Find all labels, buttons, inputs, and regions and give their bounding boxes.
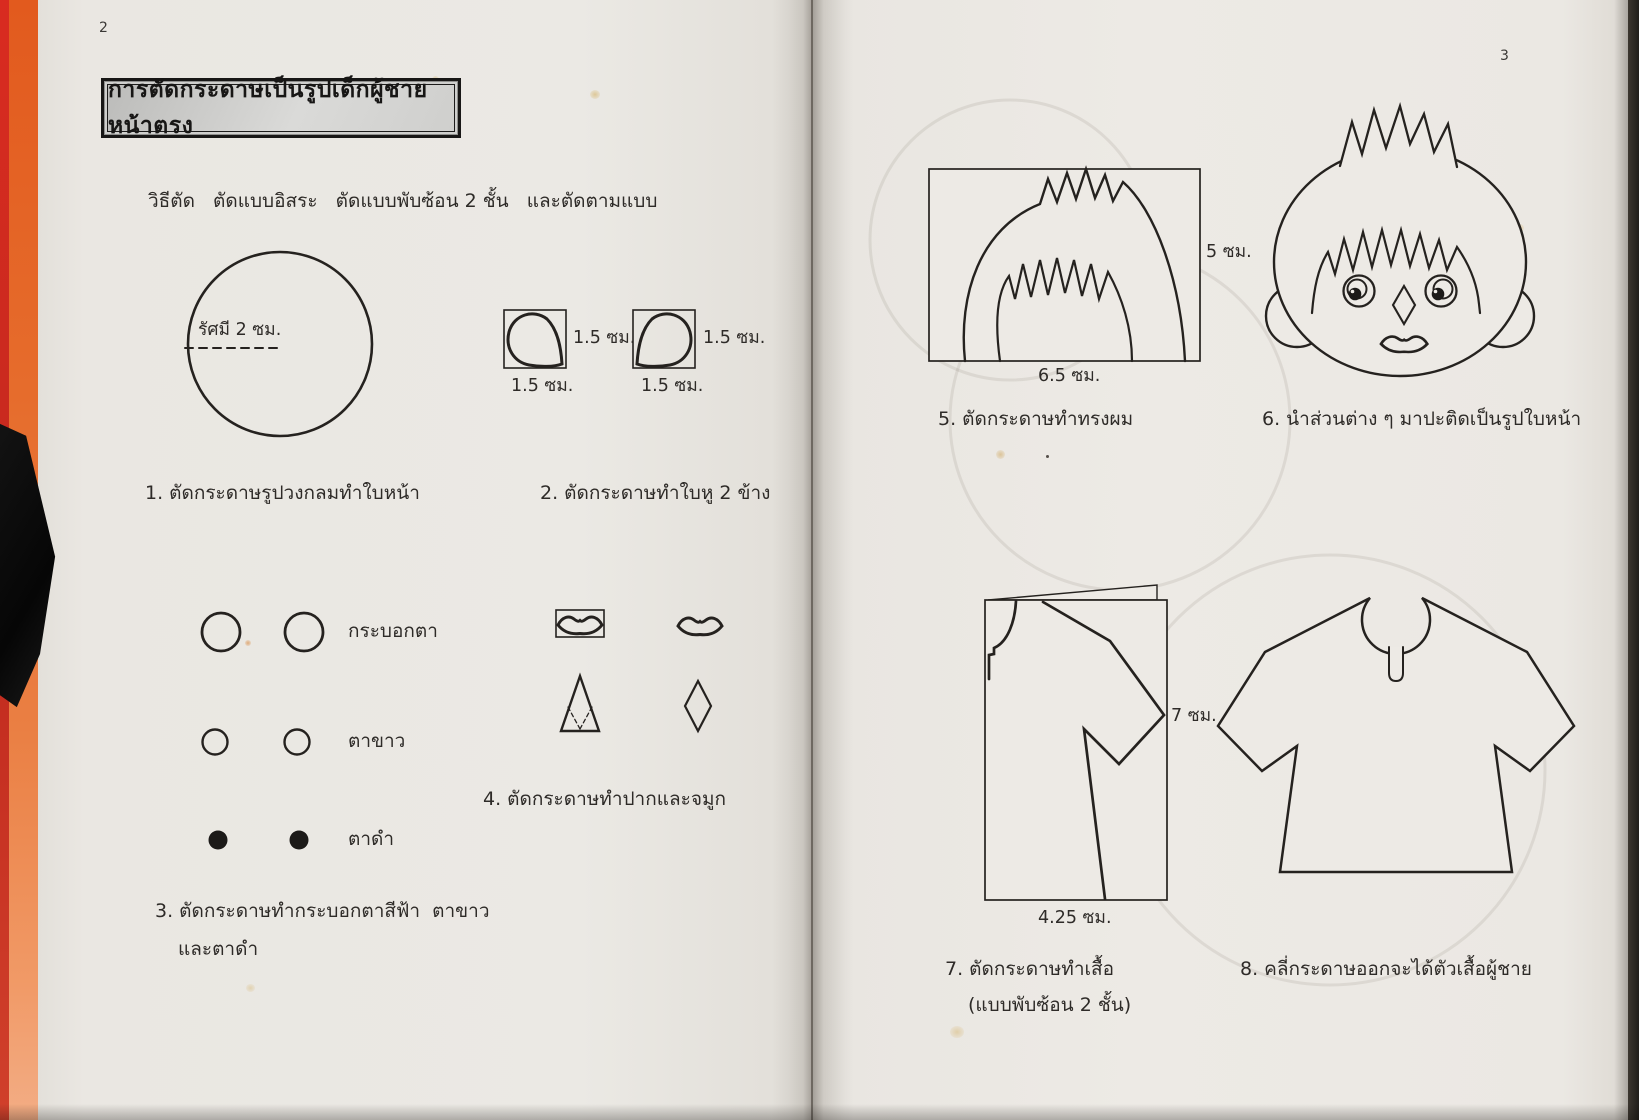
lips-free-diagram [678,618,722,635]
ear-right-diagram [633,310,695,368]
hair-height-label: 5 ซม. [1206,242,1252,262]
caption-step4: 4. ตัดกระดาษทำปากและจมูก [483,788,726,810]
page-edge-shadow-right [1614,0,1639,1120]
ear-right-height-label: 1.5 ซม. [703,328,766,348]
folded-shirt-diagram [985,585,1167,900]
caption-step5: 5. ตัดกระดาษทำทรงผม [938,408,1134,430]
ear-left-height-label: 1.5 ซม. [573,328,636,348]
hair-width-label: 6.5 ซม. [1038,366,1101,386]
eye-socket-circles [202,613,323,651]
caption-step6: 6. นำส่วนต่าง ๆ มาปะติดเป็นรูปใบหน้า [1262,408,1582,430]
nose-diamond-diagram [685,681,711,731]
label-eye-white: ตาขาว [348,730,406,752]
unfolded-shirt-diagram [1218,598,1574,872]
ear-left-diagram [504,310,566,368]
caption-step1: 1. ตัดกระดาษรูปวงกลมทำใบหน้า [145,482,420,504]
page-number-right: 3 [1500,48,1509,64]
caption-step7-line2: (แบบพับซ้อน 2 ชั้น) [968,994,1132,1016]
label-eye-socket: กระบอกตา [348,620,438,642]
caption-step2: 2. ตัดกระดาษทำใบหู 2 ข้าง [540,482,771,504]
book-seam-line [811,0,813,1120]
label-eye-black: ตาดำ [348,828,395,850]
caption-step3-line1: 3. ตัดกระดาษทำกระบอกตาสีฟ้า ตาขาว [155,900,490,922]
caption-step7-line1: 7. ตัดกระดาษทำเสื้อ [945,958,1114,980]
page-number-left: 2 [99,20,108,36]
shirt-height-label: 7 ซม. [1171,706,1217,726]
radius-label: รัศมี 2 ซม. [198,320,282,340]
ear-left-width-label: 1.5 ซม. [511,376,574,396]
eye-black-dots [209,831,309,850]
shirt-width-label: 4.25 ซม. [1038,908,1112,928]
ear-right-width-label: 1.5 ซม. [641,376,704,396]
head-outline [1274,148,1526,376]
neck-slit [1389,647,1403,681]
boy-face-diagram [1266,106,1534,376]
title-box [101,78,461,138]
hair-pattern-diagram [929,169,1200,361]
fold-back-sheet [988,585,1157,600]
nose-triangle-diagram [561,676,599,731]
method-line: วิธีตัด ตัดแบบอิสระ ตัดแบบพับซ้อน 2 ชั้น และตัดตามแบบ [148,190,658,212]
title-box-inner [107,77,455,139]
page-edge-shadow-bottom [0,1104,1639,1120]
caption-step8: 8. คลี่กระดาษออกจะได้ตัวเสื้อผู้ชาย [1240,958,1532,980]
page-title: การตัดกระดาษเป็นรูปเด็กผู้ชายหน้าตรง [108,77,428,139]
caption-step3-line2: และตาดำ [178,938,259,960]
face-circle-diagram [185,252,372,436]
eye-white-circles [203,730,310,755]
lips-in-rect-diagram [556,610,604,637]
